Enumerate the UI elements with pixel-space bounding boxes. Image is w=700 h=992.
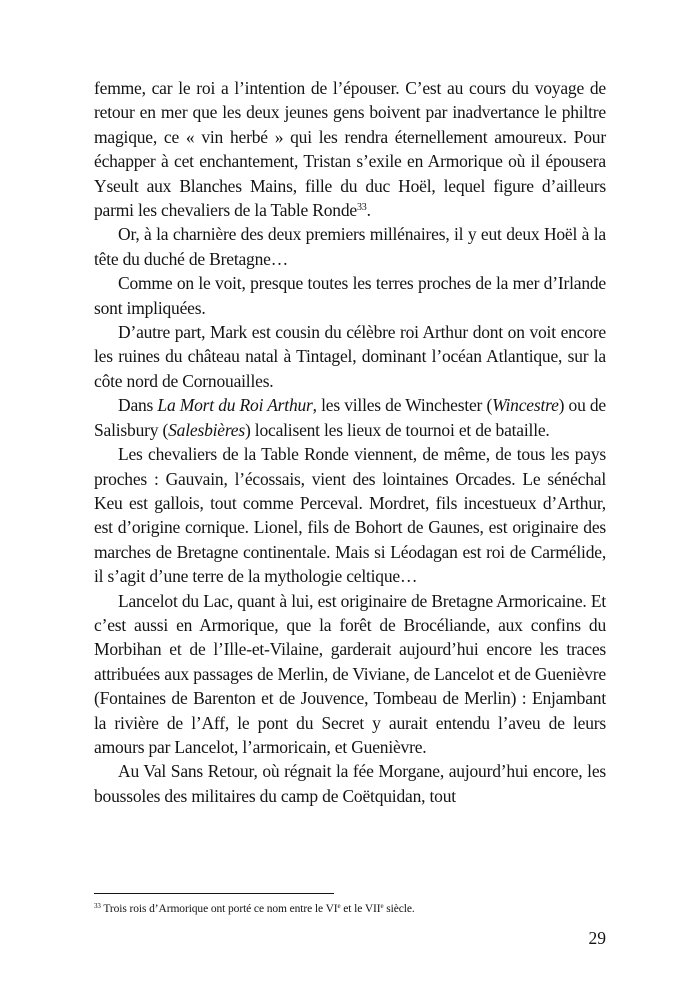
paragraph-6: Les chevaliers de la Table Ronde viennent, de même, de tous les pays proches : Gauvain, l’écossais, vient des lointaines Orcades. Le sénéchal Keu est gallois, tout comme Perceval. Mordret, fils incestueux d’Arthur, est d’origine cornique. Lionel, fils de Bohort de Gaunes, est originaire des marches de Bretagne continentale. Mais si Léodagan est roi de Carmélide, il s’agit d’une terre de la mythologie celtique… (94, 444, 606, 587)
footnote: $^{33}$ Trois rois d’Armorique ont porté ce nom entre le VIe et le VIIe siècle. (94, 902, 415, 915)
footnote-reference[interactable]: 33 (356, 202, 367, 214)
paragraph-2: Or, à la charnière des deux premiers millénaires, il y eut deux Hoël à la tête du duché de Bretagne… (94, 224, 606, 269)
paragraph-7: Lancelot du Lac, quant à lui, est originaire de Bretagne Armoricaine. Et c’est aussi en Armorique, que la forêt de Brocéliande, aux confins du Morbihan et de l’Ille-et-Vilaine, garderait aujourd’hui encore les traces attribuées aux passages de Merlin, de Viviane, de Lancelot et de Guenièvre (Fontaines de Barenton et de Jouvence, Tombeau de Merlin) : Enjambant la rivière de l’Aff, le pont du Secret y aurait entendu l’aveu de leurs amours par Lancelot, l’armoricain, et Guenièvre. (94, 590, 606, 757)
paragraph-1: femme, car le roi a l’intention de l’épouser. C’est au cours du voyage de retour en mer que les deux jeunes gens boivent par inadvertance le philtre magique, ce « vin herbé » qui les rendra éternellement amoureux. Pour échapper à cet enchantement, Tristan s’exile en Armorique où il épousera Yseult aux Blanches Mains, fille du duc Hoël, lequel figure d’ailleurs parmi les chevaliers de la Table Ronde$^{33}$. (94, 78, 606, 221)
body-text (94, 76, 606, 808)
paragraph-5: Dans La Mort du Roi Arthur, les villes de Winchester (Wincestre) ou de Salisbury (Salesbières) localisent les lieux de tournoi et de bataille. (94, 395, 606, 440)
paragraph-8: Au Val Sans Retour, où régnait la fée Morgane, aujourd’hui encore, les boussoles des militaires du camp de Coëtquidan, tout (94, 761, 606, 806)
paragraph-4: D’autre part, Mark est cousin du célèbre roi Arthur dont on voit encore les ruines du château natal à Tintagel, dominant l’océan Atlantique, sur la côte nord de Cornouailles. (94, 322, 606, 391)
paragraph-3: Comme on le voit, presque toutes les terres proches de la mer d’Irlande sont impliquées. (94, 273, 606, 318)
footnote-number: 33 (94, 902, 101, 910)
footnote-divider (94, 893, 334, 894)
old-name-winchester: Wincestre (492, 395, 559, 416)
page-number: 29 (588, 928, 606, 948)
old-name-salisbury: Salesbières (168, 419, 245, 440)
book-title: La Mort du Roi Arthur (157, 395, 313, 416)
